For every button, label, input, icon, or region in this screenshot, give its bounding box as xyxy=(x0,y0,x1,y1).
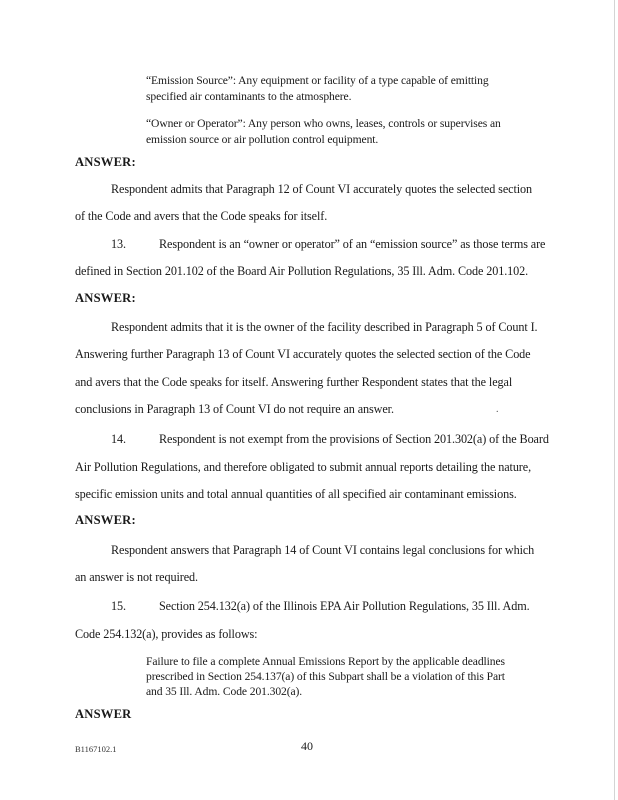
paragraph-number: 15. xyxy=(111,599,126,613)
answer-text: Respondent admits that Paragraph 12 of Count VI accurately quotes the selected section xyxy=(111,182,533,196)
answer-text: and avers that the Code speaks for itself. Answering further Respondent states that the legal xyxy=(75,375,513,389)
answer-text: conclusions in Paragraph 13 of Count VI do not require an answer. xyxy=(75,402,394,416)
page-number: 40 xyxy=(301,739,313,753)
answer-heading: ANSWER: xyxy=(75,291,136,305)
paragraph-number: 14. xyxy=(111,432,126,446)
definition-owner-operator-cont: emission source or air pollution control equipment. xyxy=(146,133,379,146)
paragraph-13 xyxy=(111,237,545,252)
definition-owner-operator: “Owner or Operator”: Any person who owns, leases, controls or supervises an xyxy=(146,117,501,130)
definition-emission-source: “Emission Source”: Any equipment or facility of a type capable of emitting xyxy=(146,74,489,87)
answer-heading: ANSWER xyxy=(75,707,132,721)
quoted-regulation: and 35 Ill. Adm. Code 201.302(a). xyxy=(146,685,303,698)
paragraph-text: defined in Section 201.102 of the Board Air Pollution Regulations, 35 Ill. Adm. Code 201.102. xyxy=(75,264,529,278)
page-edge-line xyxy=(614,0,615,800)
footer-document-id: B1167102.1 xyxy=(75,744,117,754)
answer-heading: ANSWER: xyxy=(75,155,136,169)
answer-text: Respondent answers that Paragraph 14 of Count VI contains legal conclusions for which xyxy=(111,543,535,557)
paragraph-text: Respondent is not exempt from the provisions of Section 201.302(a) of the Board xyxy=(159,432,549,446)
quoted-regulation: prescribed in Section 254.137(a) of this Subpart shall be a violation of this Part xyxy=(146,670,505,683)
paragraph-text: Air Pollution Regulations, and therefore obligated to submit annual reports detailing the nature, xyxy=(75,460,532,474)
answer-heading: ANSWER: xyxy=(75,513,136,527)
stray-mark: . xyxy=(496,404,499,415)
answer-text: Answering further Paragraph 13 of Count VI accurately quotes the selected section of the Code xyxy=(75,347,531,361)
paragraph-text: specific emission units and total annual quantities of all specified air contaminant emissions. xyxy=(75,487,517,501)
answer-text: an answer is not required. xyxy=(75,570,198,584)
quoted-regulation: Failure to file a complete Annual Emissions Report by the applicable deadlines xyxy=(146,655,505,668)
definition-emission-source-cont: specified air contaminants to the atmosphere. xyxy=(146,90,352,103)
paragraph-text: Respondent is an “owner or operator” of an “emission source” as those terms are xyxy=(159,237,546,251)
paragraph-number: 13. xyxy=(111,237,126,251)
paragraph-15 xyxy=(111,599,530,614)
paragraph-text: Code 254.132(a), provides as follows: xyxy=(75,627,258,641)
paragraph-14 xyxy=(111,432,549,447)
paragraph-text: Section 254.132(a) of the Illinois EPA Air Pollution Regulations, 35 Ill. Adm. xyxy=(159,599,530,613)
answer-text: Respondent admits that it is the owner of the facility described in Paragraph 5 of Count I. xyxy=(111,320,538,334)
answer-text: of the Code and avers that the Code speaks for itself. xyxy=(75,209,328,223)
